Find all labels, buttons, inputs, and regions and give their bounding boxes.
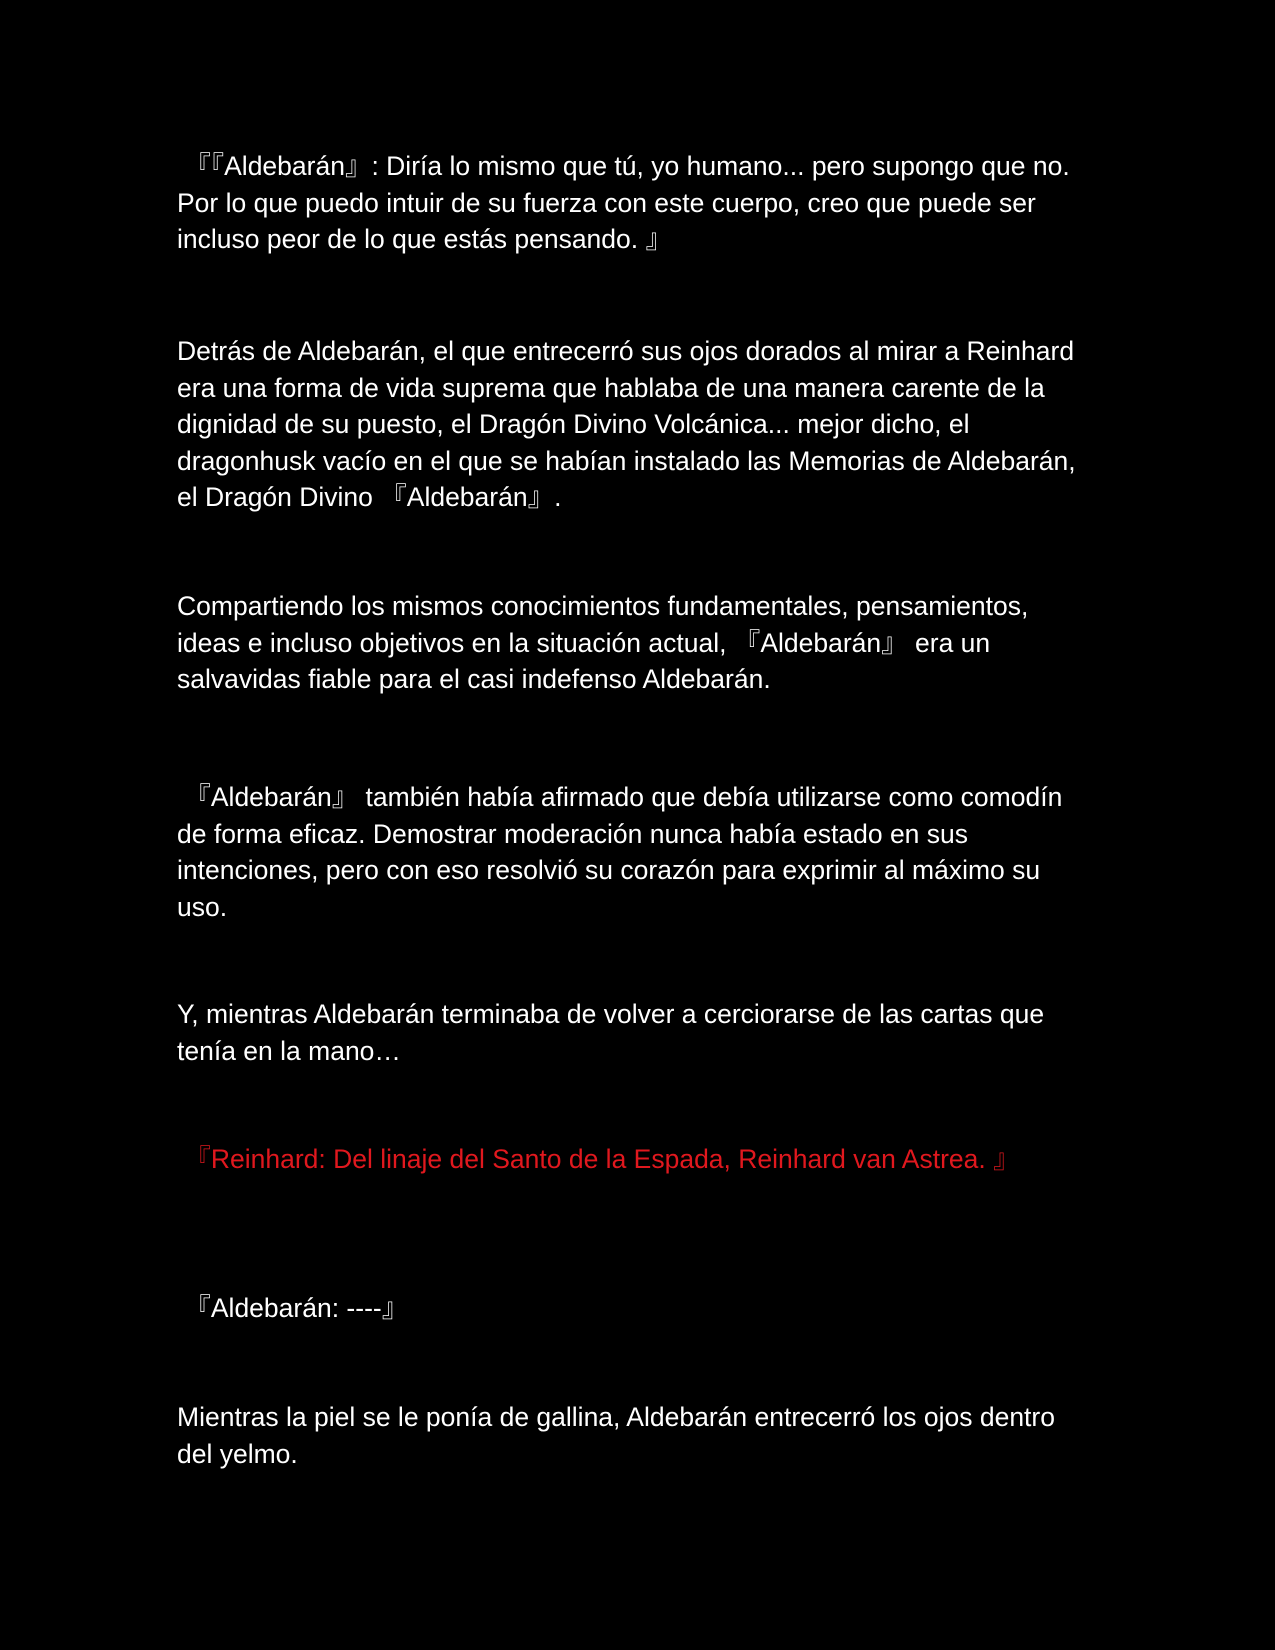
paragraph-dragon-description: Detrás de Aldebarán, el que entrecerró sus ojos dorados al mirar a Reinhard era una forma de vida suprema que hablaba de una manera carente de la dignidad de su puesto, el Dragón Divino Volcánica... mejor dicho, el dragonhusk vacío en el que se habían instalado las Memorias de Aldebarán, el Dragón Divino 『Aldebarán』.	[177, 336, 1084, 512]
paragraph-shared-knowledge: Compartiendo los mismos conocimientos fundamentales, pensamientos, ideas e incluso objetivos en la situación actual, 『Aldebarán』 era un salvavidas fiable para el casi indefenso Aldebarán.	[177, 591, 1036, 694]
paragraph-aldebaran-reply: 『『Aldebarán』: Diría lo mismo que tú, yo humano... pero supongo que no. Por lo que puedo intuir de su fuerza con este cuerpo, creo que puede ser incluso peor de lo que estás pensando. 』	[177, 151, 1078, 254]
paragraph-wildcard: 『Aldebarán』 también había afirmado que debía utilizarse como comodín de forma eficaz. Demostrar moderación nunca había estado en sus intenciones, pero con eso resolvió su corazón para exprimir al máximo su uso.	[177, 782, 1070, 922]
paragraph-reinhard-card: 『Reinhard: Del linaje del Santo de la Espada, Reinhard van Astrea. 』	[177, 1144, 1020, 1174]
paragraph-aldebaran-card: 『Aldebarán: ----』	[177, 1293, 409, 1323]
paragraph-cards-in-hand: Y, mientras Aldebarán terminaba de volver a cerciorarse de las cartas que tenía en la mano…	[177, 999, 1052, 1066]
paragraph-goosebumps: Mientras la piel se le ponía de gallina, Aldebarán entrecerró los ojos dentro del yelmo.	[177, 1402, 1063, 1469]
